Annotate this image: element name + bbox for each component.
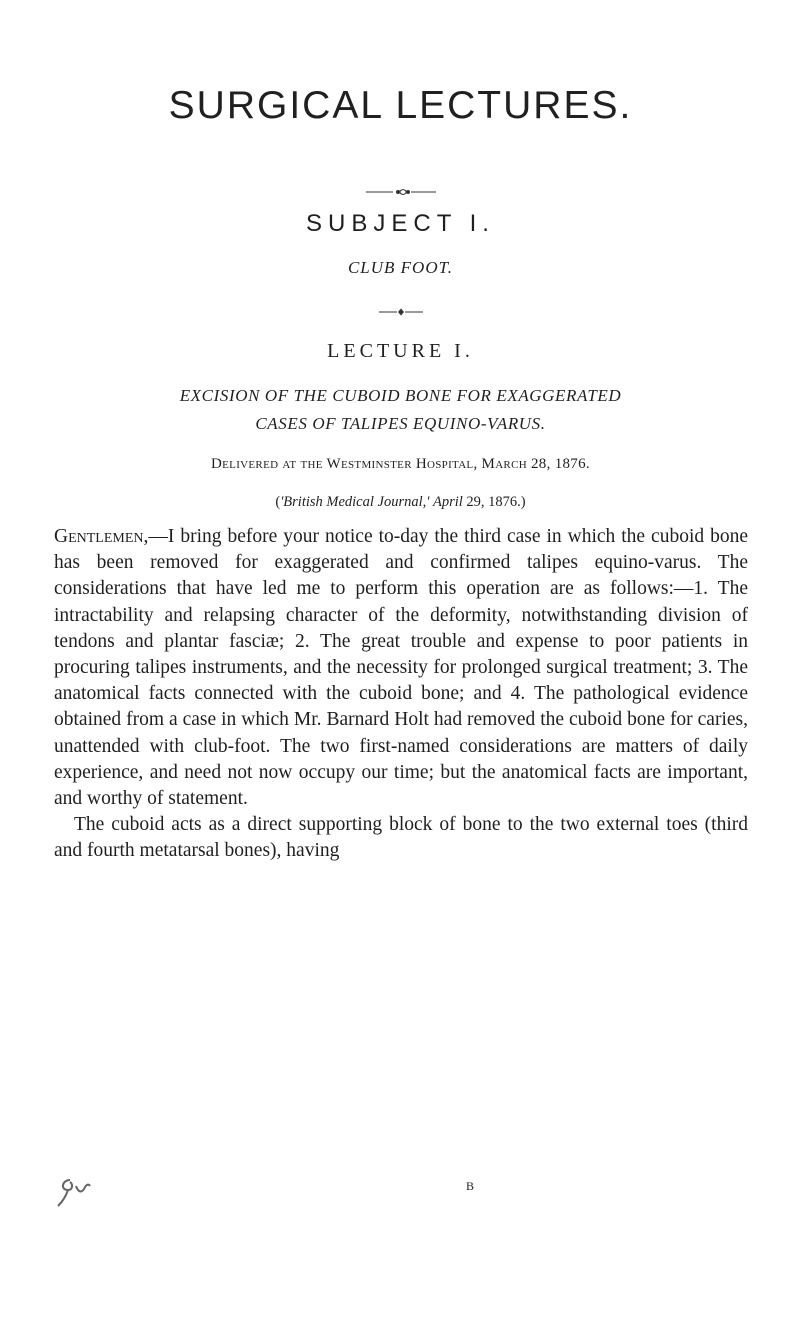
title-ornament (0, 183, 801, 201)
signature-mark: B (466, 1179, 475, 1193)
subject-heading: SUBJECT I. (306, 210, 495, 237)
subject-title: CLUB FOOT. (347, 258, 454, 277)
paragraph-2: The cuboid acts as a direct supporting block of bone to the two external toes (third and fourth metatarsal bones), having (54, 814, 748, 862)
salutation: Gentlemen, (54, 526, 149, 547)
subject-ornament (0, 303, 801, 321)
source-date: 29, 1876.) (462, 494, 526, 510)
paragraph-1-text: —I bring before your notice to-day the third case in which the cuboid bone has been removed for exaggerated and confirmed talipes equino-varus. The considerations that have led me to perform this operation are as follows:—1. The intractability and relapsing character of the deformity, notwithstanding division of tendons and plantar fasciæ; 2. The great trouble and expense to poor patients in procuring talipes instruments, and the necessity for prolonged surgical treatment; 3. The anatomical facts connected with the cuboid bone; and 4. The pathological evidence obtained from a case in which Mr. Barnard Holt had removed the cuboid bone for caries, unattended with club-foot. The two first-named considerations are matters of daily experience, and need not now occupy our time; but the anatomical facts are important, and worthy of statement. (54, 526, 748, 810)
source-citation (0, 494, 801, 511)
source-open: ( (275, 494, 281, 510)
body-text (54, 524, 748, 865)
delivery-note: Delivered at the Westminster Hospital, March 28, 1876. (211, 456, 590, 472)
handwritten-mark (56, 1176, 96, 1213)
lecture-title-line-2: CASES OF TALIPES EQUINO-VARUS. (255, 414, 546, 433)
source-month: April (432, 494, 463, 510)
page-title: SURGICAL LECTURES. (168, 84, 633, 127)
lecture-heading: LECTURE I. (327, 340, 474, 362)
source-journal: 'British Medical Journal,' (280, 494, 430, 510)
paragraph-1 (54, 524, 748, 812)
lecture-title-line-1: EXCISION OF THE CUBOID BONE FOR EXAGGERATED (179, 386, 622, 405)
